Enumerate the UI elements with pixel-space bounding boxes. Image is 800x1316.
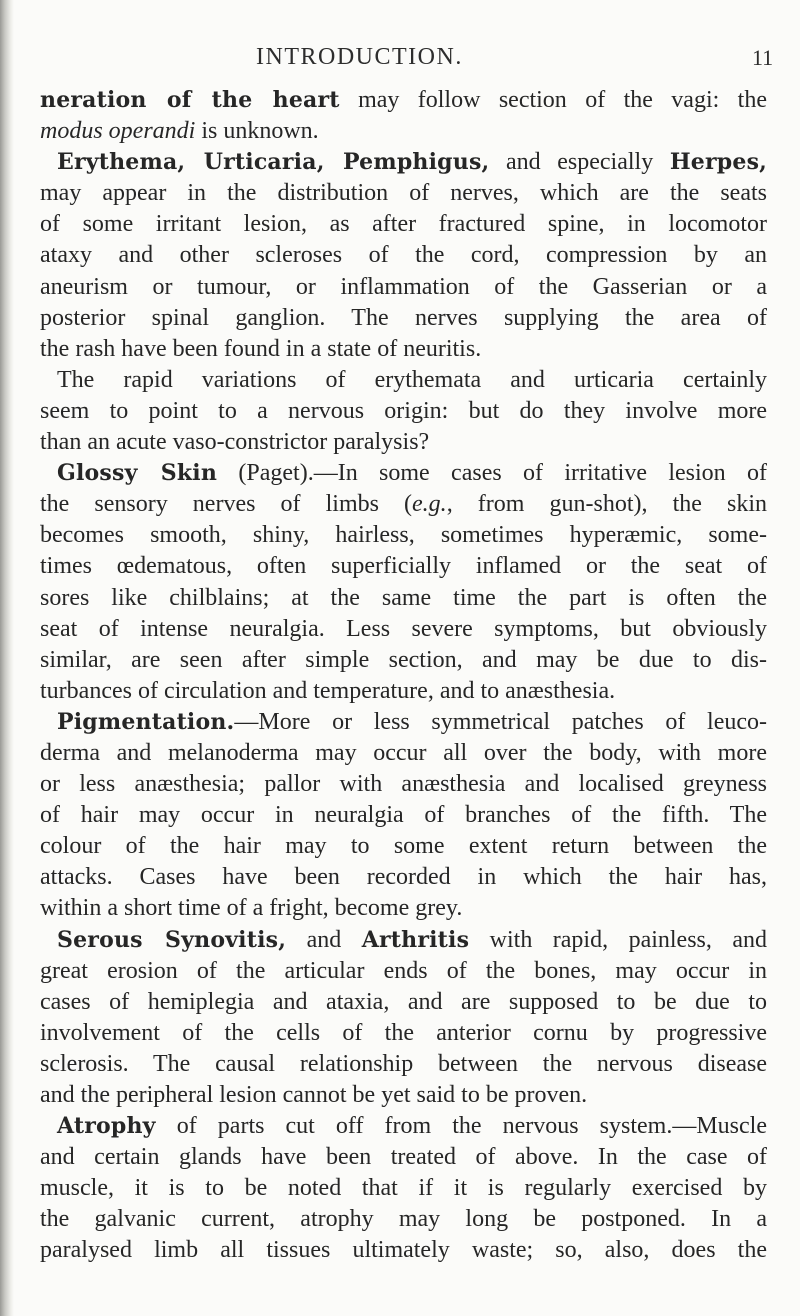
text-run: times œdematous, often superficially inflamed or the seat of xyxy=(40,553,767,580)
text-line xyxy=(40,831,767,862)
text-run: ataxy and other scleroses of the cord, compression by an xyxy=(40,242,767,269)
text-run: great erosion of the articular ends of the bones, may occur in xyxy=(40,957,767,984)
text-run: and especially xyxy=(489,149,670,176)
text-run: The rapid variations of erythemata and urticaria certainly xyxy=(57,366,767,393)
text-line xyxy=(40,583,767,614)
text-line xyxy=(40,147,767,178)
text-line xyxy=(40,458,767,489)
text-run: than an acute vaso-constrictor paralysis? xyxy=(40,429,430,456)
text-run: sores like chilblains; at the same time the part is often the xyxy=(40,584,767,611)
text-run: with rapid, painless, and xyxy=(469,926,768,953)
text-line xyxy=(40,396,767,427)
text-line xyxy=(40,1018,767,1049)
text-run: seem to point to a nervous origin: but do they involve more xyxy=(40,397,767,424)
text-line xyxy=(40,427,767,458)
text-run: is unknown. xyxy=(195,118,319,145)
text-run: turbances of circulation and temperature, and to anæsthesia. xyxy=(40,677,616,704)
text-run: becomes smooth, shiny, hairless, sometimes hyperæmic, some- xyxy=(40,522,767,549)
text-line xyxy=(40,738,767,769)
page-header xyxy=(0,44,800,74)
text-run: within a short time of a fright, become grey. xyxy=(40,895,463,922)
text-line xyxy=(40,987,767,1018)
text-run: the sensory nerves of limbs ( xyxy=(40,491,413,518)
text-line xyxy=(40,116,767,147)
running-title: INTRODUCTION. xyxy=(256,44,463,70)
text-run: attacks. Cases have been recorded in which the hair has, xyxy=(40,864,767,891)
italic-text: e.g. xyxy=(412,491,447,518)
section-heading: Arthritis xyxy=(361,926,470,953)
text-line xyxy=(40,209,767,240)
text-run: the rash have been found in a state of neuritis. xyxy=(40,335,482,362)
text-line xyxy=(40,334,767,365)
text-run: colour of the hair may to some extent return between the xyxy=(40,833,767,860)
section-heading: Herpes, xyxy=(669,149,768,176)
text-line xyxy=(40,489,767,520)
text-run: —More or less symmetrical patches of leuco- xyxy=(234,708,767,735)
text-line xyxy=(40,769,767,800)
text-line xyxy=(40,862,767,893)
text-line xyxy=(40,240,767,271)
text-run: sclerosis. The causal relationship between the nervous disease xyxy=(40,1050,767,1077)
text-line xyxy=(40,925,767,956)
text-line xyxy=(40,676,767,707)
section-heading: Atrophy xyxy=(57,1113,156,1140)
text-line xyxy=(40,520,767,551)
text-line xyxy=(40,1235,767,1266)
text-line xyxy=(40,365,767,396)
text-run: of hair may occur in neuralgia of branches of the fifth. The xyxy=(40,802,767,829)
text-line xyxy=(40,303,767,334)
text-line xyxy=(40,1080,767,1111)
text-run: the galvanic current, atrophy may long be postponed. In a xyxy=(40,1206,767,1233)
text-run: derma and melanoderma may occur all over the body, with more xyxy=(40,739,767,766)
body-text xyxy=(40,85,767,1267)
text-line xyxy=(40,614,767,645)
text-run: and the peripheral lesion cannot be yet said to be proven. xyxy=(40,1082,588,1108)
text-line xyxy=(40,707,767,738)
text-line xyxy=(40,1204,767,1235)
text-line xyxy=(40,893,767,924)
text-run: may follow section of the vagi: the xyxy=(339,87,767,113)
text-line xyxy=(40,956,767,987)
text-run: aneurism or tumour, or inflammation of the Gasserian or a xyxy=(40,273,767,300)
page-gutter-shadow xyxy=(0,0,14,1316)
text-line xyxy=(40,178,767,209)
text-run: muscle, it is to be noted that if it is regularly exercised by xyxy=(40,1175,767,1202)
text-run: of some irritant lesion, as after fractured spine, in locomotor xyxy=(40,211,767,238)
italic-text: modus operandi xyxy=(40,118,196,145)
text-line xyxy=(40,551,767,582)
text-run: paralysed limb all tissues ultimately waste; so, also, does the xyxy=(40,1237,767,1264)
text-line xyxy=(40,272,767,303)
text-run: may appear in the distribution of nerves, which are the seats xyxy=(40,180,767,207)
text-line xyxy=(40,1173,767,1204)
section-heading: Serous Synovitis, xyxy=(57,926,287,953)
text-run: , from gun-shot), the skin xyxy=(446,491,767,518)
text-line xyxy=(40,85,767,116)
section-heading: Erythema, Urticaria, Pemphigus, xyxy=(57,149,490,176)
text-run: similar, are seen after simple section, and may be due to dis- xyxy=(40,646,767,673)
text-run: (Paget).—In some cases of irritative lesion of xyxy=(217,460,767,487)
text-line xyxy=(40,800,767,831)
text-run: posterior spinal ganglion. The nerves supplying the area of xyxy=(40,304,767,331)
page-number: 11 xyxy=(752,45,774,70)
text-run: and xyxy=(286,926,362,953)
text-run: involvement of the cells of the anterior cornu by progressive xyxy=(40,1019,767,1046)
text-run: cases of hemiplegia and ataxia, and are supposed to be due to xyxy=(40,988,767,1015)
text-run: seat of intense neuralgia. Less severe symptoms, but obviously xyxy=(40,615,767,642)
text-line xyxy=(40,1049,767,1080)
text-line xyxy=(40,1111,767,1142)
text-run: and certain glands have been treated of above. In the case of xyxy=(40,1144,767,1171)
section-heading: Glossy Skin xyxy=(57,460,218,487)
text-run: or less anæsthesia; pallor with anæsthesia and localised greyness xyxy=(40,771,767,798)
text-line xyxy=(40,645,767,676)
section-heading: Pigmentation. xyxy=(57,708,235,735)
text-line xyxy=(40,1142,767,1173)
section-heading: neration of the heart xyxy=(40,87,340,113)
text-run: of parts cut off from the nervous system.—Muscle xyxy=(155,1113,767,1140)
